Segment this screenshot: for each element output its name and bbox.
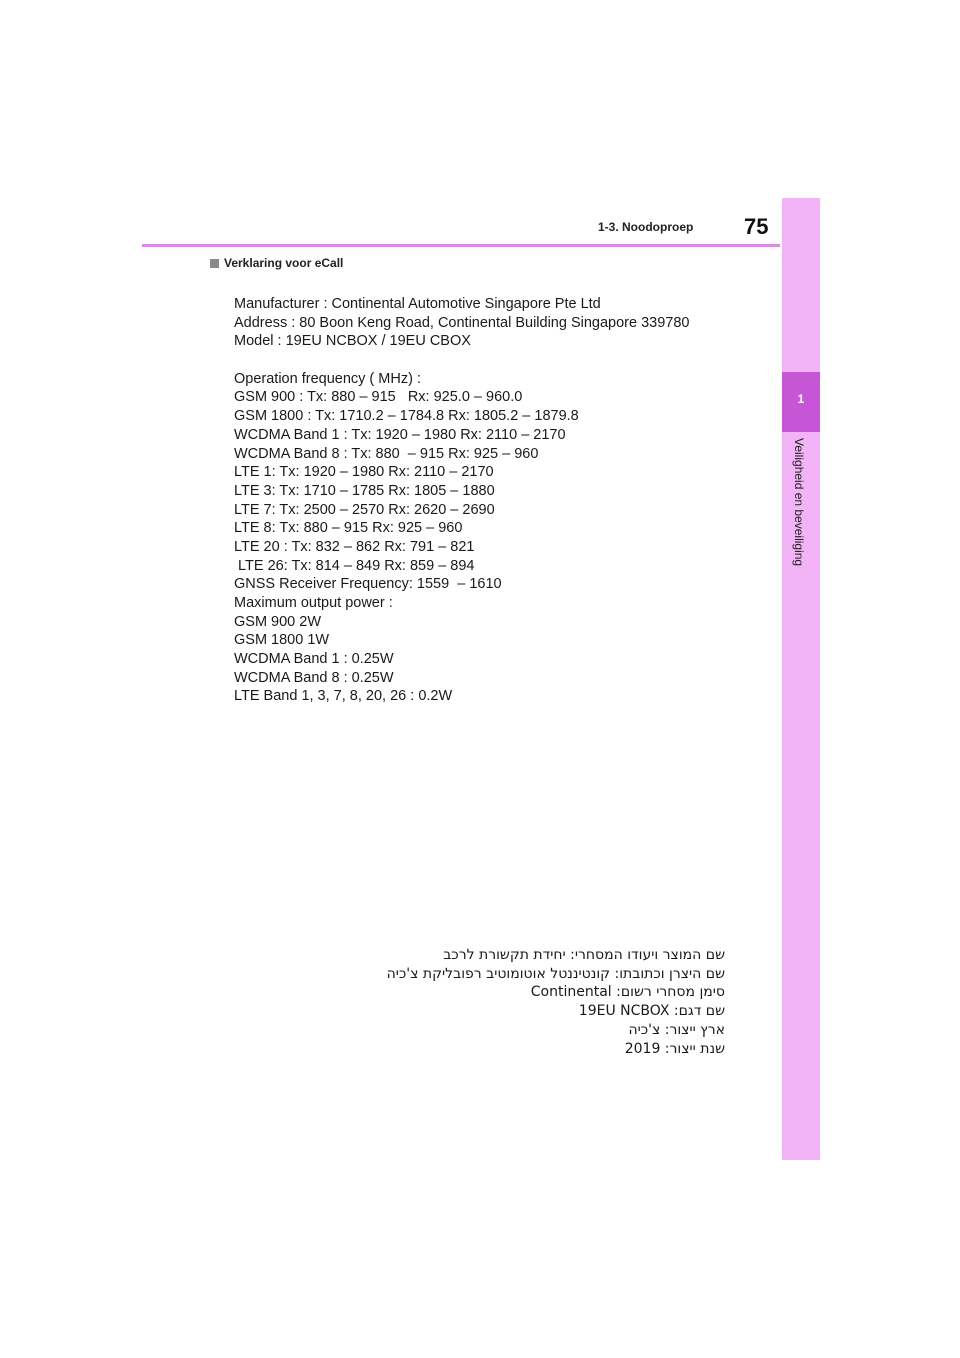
label-line: WCDMA Band 8 : 0.25W: [234, 669, 394, 686]
hebrew-line: שם המוצר ויעודו המסחרי: יחידת תקשורת לרכב: [443, 947, 725, 963]
label-line: Address : 80 Boon Keng Road, Continental Building Singapore 339780: [234, 314, 690, 331]
hebrew-line: סימן מסחרי רשום: Continental: [530, 984, 725, 1001]
ecall-label-image: [234, 295, 689, 706]
label-line: Model : 19EU NCBOX / 19EU CBOX: [234, 333, 471, 350]
label-line: WCDMA Band 1 : 0.25W: [234, 651, 394, 668]
label-spacer: [234, 351, 689, 370]
label-line: GSM 1800 1W: [234, 632, 330, 649]
subheading-text: Verklaring voor eCall: [224, 256, 344, 270]
label-line: GNSS Receiver Frequency: 1559 – 1610: [234, 576, 502, 593]
hebrew-line: שם דגם: 19EU NCBOX: [578, 1003, 725, 1020]
subheading: [210, 256, 343, 270]
chapter-number: 1: [797, 392, 805, 406]
label-line: GSM 1800 : Tx: 1710.2 – 1784.8 Rx: 1805.2 – 1879.8: [234, 408, 579, 425]
label-line: GSM 900 : Tx: 880 – 915 Rx: 925.0 – 960.0: [234, 389, 523, 406]
label-line: Maximum output power :: [234, 595, 393, 611]
chapter-side-tab: [782, 198, 820, 1160]
label-line: GSM 900 2W: [234, 613, 322, 630]
label-line: LTE 20 : Tx: 832 – 862 Rx: 791 – 821: [234, 538, 475, 555]
label-line: LTE 8: Tx: 880 – 915 Rx: 925 – 960: [234, 520, 463, 537]
label-line: LTE Band 1, 3, 7, 8, 20, 26 : 0.2W: [234, 688, 453, 705]
label-line: WCDMA Band 8 : Tx: 880 – 915 Rx: 925 – 960: [234, 445, 539, 462]
label-line: WCDMA Band 1 : Tx: 1920 – 1980 Rx: 2110 – 2170: [234, 426, 566, 443]
label-line: Manufacturer : Continental Automotive Singapore Pte Ltd: [234, 296, 601, 312]
label-line: LTE 26: Tx: 814 – 849 Rx: 859 – 894: [234, 557, 475, 574]
gray-square-icon: [210, 259, 219, 268]
hebrew-label-image: [360, 946, 725, 1058]
section-title: 1-3. Noodoproep: [598, 220, 694, 234]
hebrew-line: ארץ ייצור: צ'כיה: [628, 1021, 725, 1038]
hebrew-line: שם היצרן וכתובתו: קונטיננטל אוטומוטיב רפובליקת צ'כיה: [386, 965, 725, 982]
label-line: LTE 3: Tx: 1710 – 1785 Rx: 1805 – 1880: [234, 482, 495, 499]
page-number: 75: [744, 214, 769, 239]
label-line: LTE 1: Tx: 1920 – 1980 Rx: 2110 – 2170: [234, 464, 494, 481]
label-line: Operation frequency ( MHz) :: [234, 370, 421, 387]
header-rule: [142, 244, 780, 247]
hebrew-line: שנת ייצור: 2019: [624, 1040, 725, 1057]
label-line: LTE 7: Tx: 2500 – 2570 Rx: 2620 – 2690: [234, 501, 495, 518]
chapter-label: Veiligheid en beveiliging: [792, 438, 806, 567]
